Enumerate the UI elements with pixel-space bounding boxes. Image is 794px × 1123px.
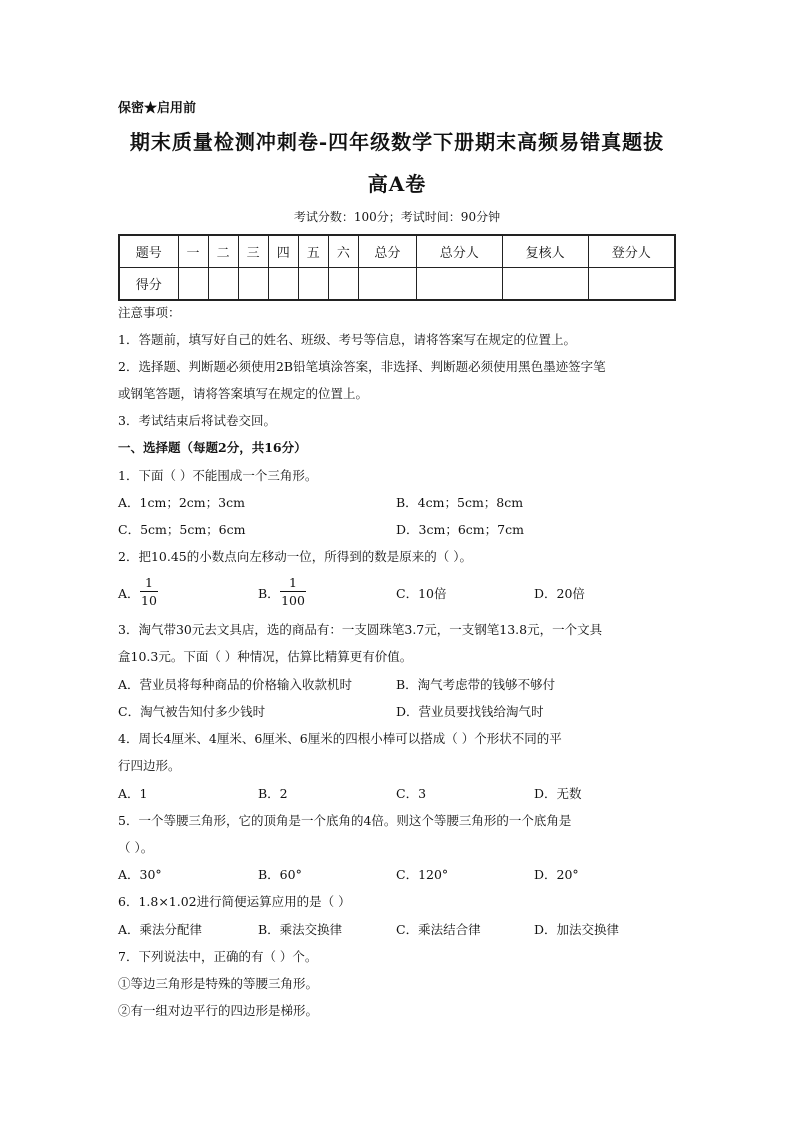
q6-option-b[interactable]: B．乘法交换律 <box>258 922 343 937</box>
score-cell: 复核人 <box>502 235 588 268</box>
question-6-stem: 6．1.8×1.02进行简便运算应用的是（ ） <box>118 894 351 909</box>
q7-statement-2: ②有一组对边平行的四边形是梯形。 <box>118 1003 319 1018</box>
q3-option-c[interactable]: C．淘气被告知付多少钱时 <box>118 704 266 719</box>
score-cell: 六 <box>328 235 358 268</box>
q2-option-b-fraction[interactable] <box>280 575 306 608</box>
score-blank[interactable] <box>416 268 502 301</box>
q3-option-a[interactable]: A．营业员将每种商品的价格输入收款机时 <box>118 677 353 692</box>
score-blank[interactable] <box>238 268 268 301</box>
question-3-stem-line2: 盒10.3元。下面（ ）种情况，估算比精算更有价值。 <box>118 649 413 664</box>
q5-option-b[interactable]: B．60° <box>258 867 302 882</box>
score-blank[interactable] <box>298 268 328 301</box>
q2-option-a-prefix[interactable]: A． <box>118 586 140 601</box>
fraction-bar <box>140 591 158 592</box>
question-5-stem-line2: （ ）。 <box>118 840 154 855</box>
q3-option-d[interactable]: D．营业员要找钱给淘气时 <box>396 704 544 719</box>
score-cell: 题号 <box>119 235 178 268</box>
q1-option-c[interactable]: C．5cm；5cm；6cm <box>118 522 246 537</box>
score-cell: 得分 <box>119 268 178 301</box>
exam-title-line1: 期末质量检测冲刺卷-四年级数学下册期末高频易错真题拔 <box>129 130 665 154</box>
fraction-denominator: 10 <box>141 593 157 608</box>
score-table-score-row <box>119 268 675 301</box>
q2-option-b-prefix[interactable]: B． <box>258 586 280 601</box>
fraction-numerator: 1 <box>289 575 297 590</box>
question-4-stem-line1: 4．周长4厘米、4厘米、6厘米、6厘米的四根小棒可以搭成（ ）个形状不同的平 <box>118 731 562 746</box>
note-1: 1．答题前，填写好自己的姓名、班级、考号等信息，请将答案写在规定的位置上。 <box>118 332 576 347</box>
note-3: 3．考试结束后将试卷交回。 <box>118 413 276 428</box>
q3-option-b[interactable]: B．淘气考虑带的钱够不够付 <box>396 677 556 692</box>
fraction-denominator: 100 <box>281 593 305 608</box>
q6-option-a[interactable]: A．乘法分配律 <box>118 922 203 937</box>
score-cell: 五 <box>298 235 328 268</box>
q2-option-a-fraction[interactable] <box>140 575 158 608</box>
note-2-line1: 2．选择题、判断题必须使用2B铅笔填涂答案，非选择、判断题必须使用黑色墨迹签字笔 <box>118 359 606 374</box>
fraction-bar <box>280 591 306 592</box>
score-table <box>118 234 676 301</box>
section-title: 一、选择题（每题2分，共16分） <box>118 440 307 455</box>
score-cell: 总分人 <box>416 235 502 268</box>
score-cell: 四 <box>268 235 298 268</box>
score-cell: 一 <box>178 235 208 268</box>
q1-option-b[interactable]: B．4cm；5cm；8cm <box>396 495 524 510</box>
q1-option-d[interactable]: D．3cm；6cm；7cm <box>396 522 524 537</box>
score-cell: 总分 <box>358 235 416 268</box>
score-blank[interactable] <box>588 268 675 301</box>
exam-title-line2: 高A卷 <box>367 172 427 196</box>
q4-option-b[interactable]: B．2 <box>258 786 288 801</box>
notes-heading: 注意事项： <box>118 305 181 320</box>
question-2-stem: 2．把10.45的小数点向左移动一位，所得到的数是原来的（ ）。 <box>118 549 472 564</box>
score-cell: 三 <box>238 235 268 268</box>
q4-option-d[interactable]: D．无数 <box>534 786 582 801</box>
score-cell: 登分人 <box>588 235 675 268</box>
score-blank[interactable] <box>178 268 208 301</box>
note-2-line2: 或钢笔答题，请将答案填写在规定的位置上。 <box>118 386 369 401</box>
score-blank[interactable] <box>358 268 416 301</box>
question-5-stem-line1: 5．一个等腰三角形，它的顶角是一个底角的4倍。则这个等腰三角形的一个底角是 <box>118 813 572 828</box>
score-blank[interactable] <box>208 268 238 301</box>
score-table-header-row <box>119 235 675 268</box>
score-cell: 二 <box>208 235 238 268</box>
question-3-stem-line1: 3．淘气带30元去文具店，选的商品有：一支圆珠笔3.7元，一支钢笔13.8元，一个文具 <box>118 622 603 637</box>
q5-option-a[interactable]: A．30° <box>118 867 162 882</box>
exam-meta: 考试分数：100分；考试时间：90分钟 <box>293 210 501 224</box>
q7-statement-1: ①等边三角形是特殊的等腰三角形。 <box>118 976 319 991</box>
score-blank[interactable] <box>328 268 358 301</box>
score-blank[interactable] <box>502 268 588 301</box>
q4-option-c[interactable]: C．3 <box>396 786 427 801</box>
q2-option-c[interactable]: C．10倍 <box>396 586 447 601</box>
confidential-label: 保密★启用前 <box>118 101 197 116</box>
q5-option-d[interactable]: D．20° <box>534 867 579 882</box>
q6-option-d[interactable]: D．加法交换律 <box>534 922 620 937</box>
fraction-numerator: 1 <box>145 575 153 590</box>
question-1-stem: 1．下面（ ）不能围成一个三角形。 <box>118 468 318 483</box>
score-blank[interactable] <box>268 268 298 301</box>
q1-option-a[interactable]: A．1cm；2cm；3cm <box>118 495 245 510</box>
q6-option-c[interactable]: C．乘法结合律 <box>396 922 481 937</box>
q2-option-d[interactable]: D．20倍 <box>534 586 585 601</box>
q4-option-a[interactable]: A．1 <box>118 786 148 801</box>
question-7-stem: 7．下列说法中，正确的有（ ）个。 <box>118 949 318 964</box>
question-4-stem-line2: 行四边形。 <box>118 758 181 773</box>
q5-option-c[interactable]: C．120° <box>396 867 449 882</box>
